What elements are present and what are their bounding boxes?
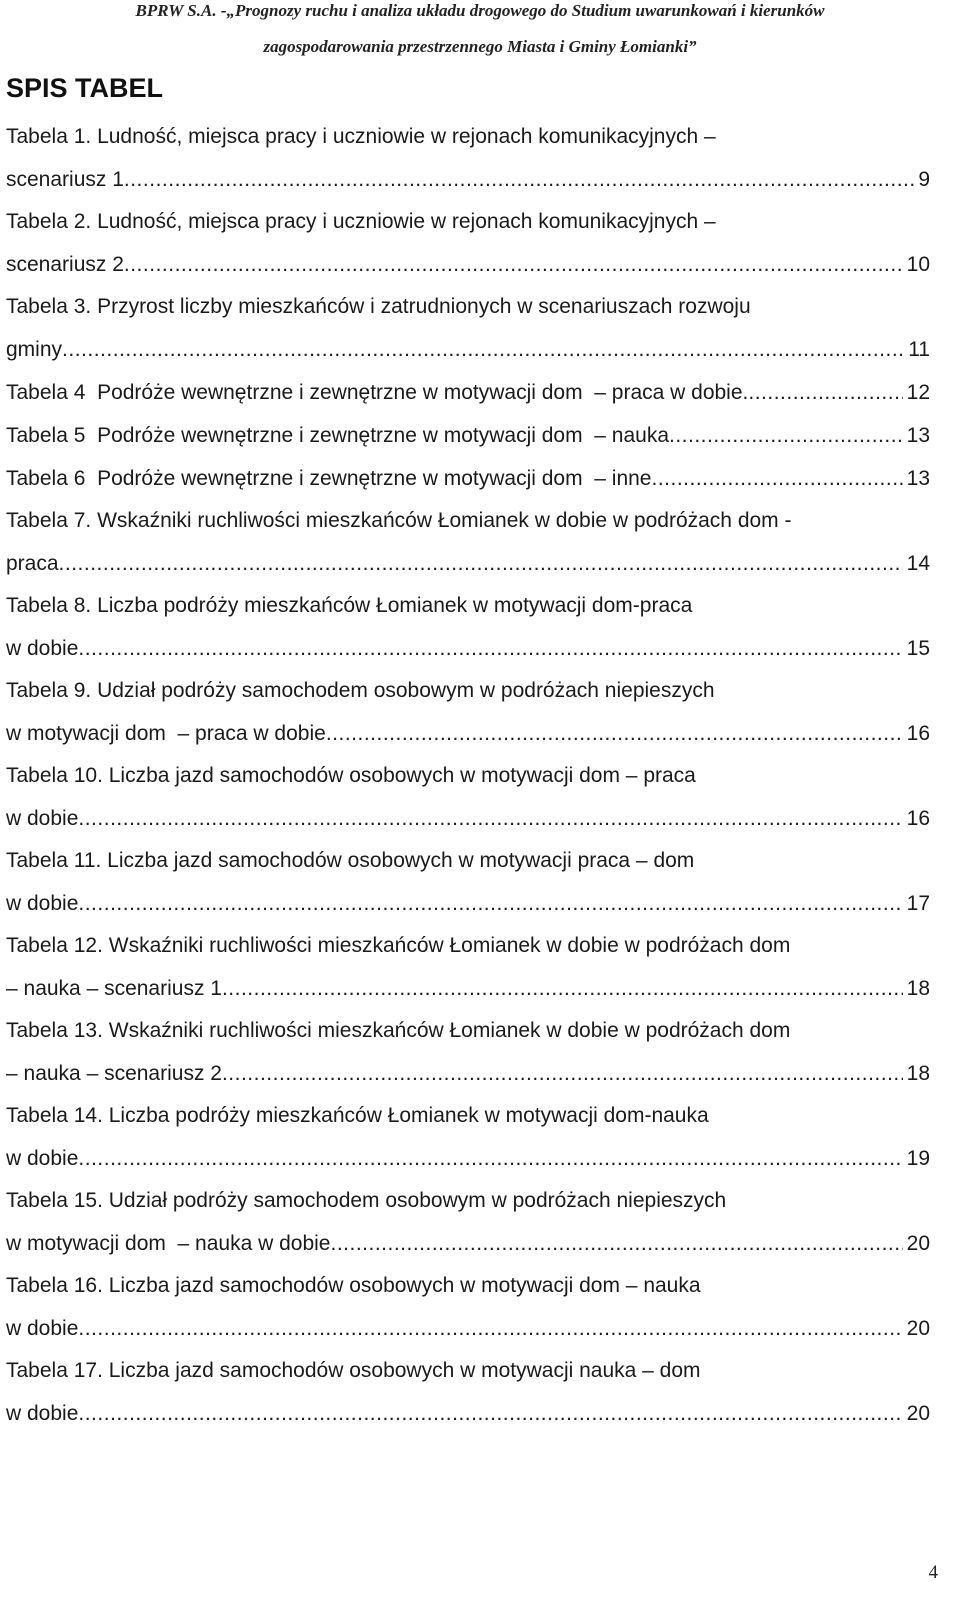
- toc-entry-9[interactable]: [6, 670, 930, 755]
- toc-entry-continuation: [6, 712, 930, 755]
- toc-entry-text: scenariusz 2: [6, 253, 124, 276]
- toc-entry-text: Tabela 5 Podróże wewnętrzne i zewnętrzne w motywacji dom – nauka: [6, 424, 669, 447]
- dot-leader: [331, 1222, 903, 1265]
- header-line-1: BPRW S.A. -„Prognozy ruchu i analiza układu drogowego do Studium uwarunkowań i kierunków: [135, 1, 825, 20]
- toc-page-number: 12: [906, 381, 930, 404]
- toc-page-number: 18: [906, 977, 930, 1000]
- toc-entry-text: gminy: [6, 338, 63, 361]
- toc-entry-16[interactable]: [6, 1265, 930, 1350]
- toc-entry-title: Tabela 1. Ludność, miejsca pracy i uczniowie w rejonach komunikacyjnych –: [6, 125, 716, 148]
- toc-entry-title: Tabela 13. Wskaźniki ruchliwości mieszkańców Łomianek w dobie w podróżach dom: [6, 1019, 791, 1042]
- toc-entry-8[interactable]: [6, 585, 930, 670]
- toc-entry-text: Tabela 6 Podróże wewnętrzne i zewnętrzne w motywacji dom – inne: [6, 467, 652, 490]
- toc-entry-11[interactable]: [6, 840, 930, 925]
- toc-entry-title: Tabela 10. Liczba jazd samochodów osobowych w motywacji dom – praca: [6, 764, 696, 787]
- toc-entry-continuation: [6, 1052, 930, 1095]
- toc-page-number: 14: [906, 552, 930, 575]
- toc-page-number: 13: [906, 424, 930, 447]
- toc-page-number: 13: [906, 467, 930, 490]
- dot-leader: [78, 1392, 902, 1435]
- dot-leader: [78, 882, 902, 925]
- dot-leader: [59, 542, 903, 585]
- toc-page-number: 16: [906, 722, 930, 745]
- dot-leader: [78, 1307, 902, 1350]
- dot-leader: [78, 627, 902, 670]
- page-number: 4: [928, 1562, 938, 1583]
- toc-entry-text: Tabela 4 Podróże wewnętrzne i zewnętrzne w motywacji dom – praca w dobie.: [6, 381, 749, 404]
- dot-leader: [62, 328, 904, 371]
- toc-entry-title: Tabela 17. Liczba jazd samochodów osobowych w motywacji nauka – dom: [6, 1359, 701, 1382]
- dot-leader: [222, 967, 903, 1010]
- toc-entry-15[interactable]: [6, 1180, 930, 1265]
- table-list: [6, 116, 930, 1435]
- toc-page-number: 20: [906, 1232, 930, 1255]
- toc-entry-text: scenariusz 1: [6, 168, 124, 191]
- page-title: SPIS TABEL: [6, 73, 164, 103]
- toc-entry-text: w dobie: [6, 1317, 79, 1340]
- toc-entry-2[interactable]: [6, 201, 930, 286]
- toc-entry-text: – nauka – scenariusz 1: [6, 977, 222, 1000]
- dot-leader: [78, 797, 902, 840]
- toc-entry-text: – nauka – scenariusz 2: [6, 1062, 222, 1085]
- toc-page-number: 16: [906, 807, 930, 830]
- toc-page-number: 20: [906, 1402, 930, 1425]
- toc-entry-continuation: [6, 542, 930, 585]
- toc-page-number: 15: [906, 637, 930, 660]
- toc-page-number: 9: [918, 168, 930, 191]
- toc-entry-title: Tabela 12. Wskaźniki ruchliwości mieszkańców Łomianek w dobie w podróżach dom: [6, 934, 791, 957]
- dot-leader: [78, 1137, 902, 1180]
- dot-leader: [651, 457, 902, 500]
- toc-page-number: 17: [906, 892, 930, 915]
- toc-entry-13[interactable]: [6, 1010, 930, 1095]
- toc-entry-10[interactable]: [6, 755, 930, 840]
- toc-entry-continuation: [6, 1137, 930, 1180]
- toc-entry-12[interactable]: [6, 925, 930, 1010]
- toc-entry-text: w motywacji dom – nauka w dobie: [6, 1232, 331, 1255]
- dot-leader: [326, 712, 903, 755]
- toc-entry-continuation: [6, 1392, 930, 1435]
- toc-page-number: 11: [908, 338, 930, 361]
- header-line-2: zagospodarowania przestrzennego Miasta i Gminy Łomianki”: [263, 37, 697, 56]
- toc-entry-title: Tabela 15. Udział podróży samochodem osobowym w podróżach niepieszych: [6, 1189, 727, 1212]
- dot-leader: [222, 1052, 903, 1095]
- toc-page-number: 20: [906, 1317, 930, 1340]
- dot-leader: [748, 371, 902, 414]
- toc-page-number: 18: [906, 1062, 930, 1085]
- toc-entry-title: Tabela 16. Liczba jazd samochodów osobowych w motywacji dom – nauka: [6, 1274, 701, 1297]
- toc-entry-title: Tabela 3. Przyrost liczby mieszkańców i zatrudnionych w scenariuszach rozwoju: [6, 295, 751, 318]
- toc-entry-4[interactable]: [6, 371, 930, 414]
- toc-entry-continuation: [6, 1222, 930, 1265]
- toc-entry-text: w dobie: [6, 637, 79, 660]
- toc-entry-continuation: [6, 243, 930, 286]
- dot-leader: [124, 158, 914, 201]
- toc-entry-continuation: [6, 1307, 930, 1350]
- toc-entry-title: Tabela 9. Udział podróży samochodem osobowym w podróżach niepieszych: [6, 679, 715, 702]
- toc-entry-title: Tabela 14. Liczba podróży mieszkańców Łomianek w motywacji dom-nauka: [6, 1104, 709, 1127]
- toc-entry-title: Tabela 7. Wskaźniki ruchliwości mieszkańców Łomianek w dobie w podróżach dom -: [6, 509, 792, 532]
- toc-entry-14[interactable]: [6, 1095, 930, 1180]
- toc-entry-title: Tabela 8. Liczba podróży mieszkańców Łomianek w motywacji dom-praca: [6, 594, 693, 617]
- toc-entry-text: w dobie: [6, 1147, 79, 1170]
- toc-entry-continuation: [6, 967, 930, 1010]
- toc-entry-text: w dobie: [6, 1402, 79, 1425]
- toc-entry-continuation: [6, 158, 930, 201]
- toc-entry-7[interactable]: [6, 500, 930, 585]
- toc-entry-5[interactable]: [6, 414, 930, 457]
- toc-page-number: 19: [906, 1147, 930, 1170]
- toc-entry-continuation: [6, 328, 930, 371]
- toc-entry-title: Tabela 2. Ludność, miejsca pracy i uczniowie w rejonach komunikacyjnych –: [6, 210, 716, 233]
- toc-entry-text: praca: [6, 552, 59, 575]
- toc-entry-1[interactable]: [6, 116, 930, 201]
- toc-entry-17[interactable]: [6, 1350, 930, 1435]
- toc-entry-continuation: [6, 797, 930, 840]
- toc-entry-text: w motywacji dom – praca w dobie: [6, 722, 326, 745]
- dot-leader: [669, 414, 903, 457]
- toc-entry-continuation: [6, 627, 930, 670]
- toc-entry-text: w dobie: [6, 892, 79, 915]
- toc-entry-6[interactable]: [6, 457, 930, 500]
- toc-entry-text: w dobie: [6, 807, 79, 830]
- dot-leader: [124, 243, 903, 286]
- toc-entry-title: Tabela 11. Liczba jazd samochodów osobowych w motywacji praca – dom: [6, 849, 695, 872]
- toc-page-number: 10: [906, 253, 930, 276]
- toc-entry-continuation: [6, 882, 930, 925]
- toc-entry-3[interactable]: [6, 286, 930, 371]
